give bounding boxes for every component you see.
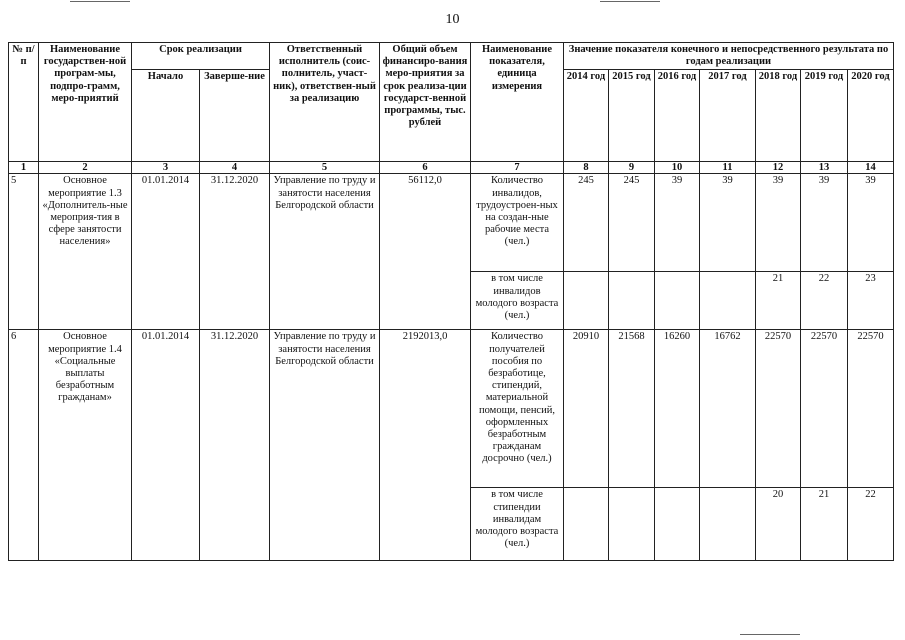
header-start: Начало — [132, 70, 200, 162]
row-value: 39 — [801, 174, 848, 272]
program-table — [8, 42, 894, 561]
column-number: 3 — [132, 162, 200, 174]
row-sub-indicator: в том числе инвалидов молодого возраста (чел.) — [471, 272, 564, 330]
column-number: 10 — [655, 162, 700, 174]
row-value: 22570 — [756, 330, 801, 488]
page-number: 10 — [445, 12, 460, 27]
header-year-2020: 2020 год — [848, 70, 894, 162]
row-sub-value: 23 — [848, 272, 894, 330]
header-values: Значение показателя конечного и непосредственного результата по годам реализации — [564, 43, 894, 70]
header-end: Заверше-ние — [200, 70, 270, 162]
table-row — [9, 174, 894, 272]
header-volume: Общий объем финансиро-вания меро-приятия за срок реализа-ции государст-венной программы, тыс. рублей — [380, 43, 471, 162]
row-sub-value — [564, 488, 609, 561]
column-number: 2 — [39, 162, 132, 174]
row-start: 01.01.2014 — [132, 330, 200, 561]
column-number: 7 — [471, 162, 564, 174]
row-sub-value: 21 — [756, 272, 801, 330]
row-sub-value: 22 — [801, 272, 848, 330]
header-year-2019: 2019 год — [801, 70, 848, 162]
row-num: 6 — [9, 330, 39, 561]
row-responsible: Управление по труду и занятости населения Белгородской области — [270, 330, 380, 561]
header-name: Наименование государствен-ной програм-мы, подпро-грамм, меро-приятий — [39, 43, 132, 162]
row-indicator: Количество получателей пособия по безработице, стипендий, материальной помощи, пенсий, оформленных безработным гражданам досрочно (чел.) — [471, 330, 564, 488]
column-number-row — [9, 162, 894, 174]
row-value: 21568 — [609, 330, 655, 488]
header-indicator: Наименование показателя, единица измерения — [471, 43, 564, 162]
scan-mark-top-left — [70, 1, 130, 2]
header-year-2014: 2014 год — [564, 70, 609, 162]
column-number: 8 — [564, 162, 609, 174]
row-value: 245 — [609, 174, 655, 272]
scan-mark-top-right — [600, 1, 660, 2]
row-indicator: Количество инвалидов, трудоустроен-ных на создан-ные рабочие места (чел.) — [471, 174, 564, 272]
row-sub-indicator: в том числе стипендии инвалидам молодого возраста (чел.) — [471, 488, 564, 561]
row-sub-value — [609, 272, 655, 330]
row-value: 39 — [655, 174, 700, 272]
row-sub-value: 21 — [801, 488, 848, 561]
header-responsible: Ответственный исполнитель (соис-полнитель, участ-ник), ответствен-ный за реализацию — [270, 43, 380, 162]
row-sub-value — [609, 488, 655, 561]
header-term: Срок реализации — [132, 43, 270, 70]
row-sub-value: 22 — [848, 488, 894, 561]
row-value: 16762 — [700, 330, 756, 488]
header-year-2016: 2016 год — [655, 70, 700, 162]
row-volume: 56112,0 — [380, 174, 471, 330]
header-num: № п/п — [9, 43, 39, 162]
row-volume: 2192013,0 — [380, 330, 471, 561]
row-name: Основное мероприятие 1.4 «Социальные выплаты безработным гражданам» — [39, 330, 132, 561]
row-value: 16260 — [655, 330, 700, 488]
row-value: 39 — [848, 174, 894, 272]
table-row — [9, 330, 894, 488]
row-num: 5 — [9, 174, 39, 330]
row-value: 20910 — [564, 330, 609, 488]
row-value: 22570 — [801, 330, 848, 488]
row-value: 39 — [756, 174, 801, 272]
row-value: 245 — [564, 174, 609, 272]
header-row-1 — [9, 43, 894, 70]
column-number: 9 — [609, 162, 655, 174]
header-year-2018: 2018 год — [756, 70, 801, 162]
column-number: 12 — [756, 162, 801, 174]
column-number: 5 — [270, 162, 380, 174]
row-end: 31.12.2020 — [200, 330, 270, 561]
row-sub-value: 20 — [756, 488, 801, 561]
row-value: 22570 — [848, 330, 894, 488]
column-number: 13 — [801, 162, 848, 174]
scan-mark-bottom — [740, 634, 800, 635]
row-value: 39 — [700, 174, 756, 272]
row-sub-value — [700, 488, 756, 561]
header-year-2017: 2017 год — [700, 70, 756, 162]
row-sub-value — [655, 488, 700, 561]
column-number: 1 — [9, 162, 39, 174]
header-year-2015: 2015 год — [609, 70, 655, 162]
row-sub-value — [655, 272, 700, 330]
row-sub-value — [700, 272, 756, 330]
row-sub-value — [564, 272, 609, 330]
row-end: 31.12.2020 — [200, 174, 270, 330]
row-name: Основное мероприятие 1.3 «Дополнитель-ные мероприя-тия в сфере занятости населения» — [39, 174, 132, 330]
column-number: 14 — [848, 162, 894, 174]
row-responsible: Управление по труду и занятости населения Белгородской области — [270, 174, 380, 330]
column-number: 11 — [700, 162, 756, 174]
row-start: 01.01.2014 — [132, 174, 200, 330]
column-number: 6 — [380, 162, 471, 174]
column-number: 4 — [200, 162, 270, 174]
